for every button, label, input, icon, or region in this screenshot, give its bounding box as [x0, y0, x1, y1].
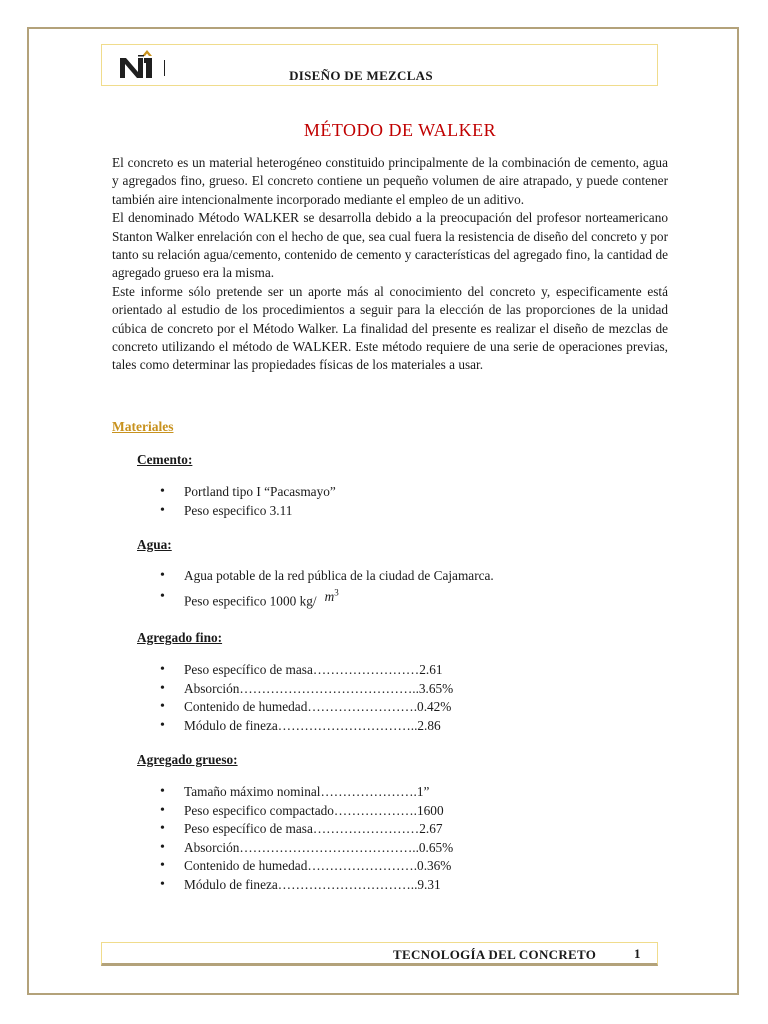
cemento-heading: Cemento:	[137, 452, 193, 467]
list-item: • Agua potable de la red pública de la ciudad de Cajamarca.	[160, 567, 494, 586]
list-item: • Módulo de fineza…………………………..2.86	[160, 717, 453, 736]
list-item: • Peso específico de masa……………………2.67	[160, 820, 453, 839]
page-number: 1	[634, 946, 641, 961]
intro-text	[112, 154, 668, 375]
agregado-fino-list	[160, 661, 453, 735]
list-item: • Absorción…………………………………..0.65%	[160, 839, 453, 858]
list-item: • Peso específico de masa……………………2.61	[160, 661, 453, 680]
footer-title: TECNOLOGÍA DEL CONCRETO	[393, 947, 597, 962]
agua-heading: Agua:	[137, 537, 172, 552]
cemento-list	[160, 483, 336, 520]
list-item: • Contenido de humedad…………………….0.36%	[160, 857, 453, 876]
list-item: • Contenido de humedad…………………….0.42%	[160, 698, 453, 717]
list-item: • Tamaño máximo nominal………………….1”	[160, 783, 453, 802]
list-item: • Portland tipo I “Pacasmayo”	[160, 483, 336, 502]
list-item: • Peso especifico compactado……………….1600	[160, 802, 453, 821]
agregado-grueso-list	[160, 783, 453, 895]
list-item: • Módulo de fineza…………………………..9.31	[160, 876, 453, 895]
agregado-fino-heading: Agregado fino:	[137, 630, 223, 645]
intro-paragraph: Este informe sólo pretende ser un aporte más al conocimiento del concreto y, especificamente está orientado al estudio de los procedimientos a seguir para la elección de las proporciones de la unidad cúbica de concreto por el Método Walker. La finalidad del presente es realizar el diseño de mezclas de concreto utilizando el método de WALKER. Este método requiere de una serie de operaciones previas, tales como determinar las propiedades físicas de los materiales a usar.	[112, 283, 668, 373]
cubic-meter-unit: $m^3$	[324, 587, 339, 605]
intro-paragraph: El concreto es un material heterogéneo constituido principalmente de la combinación de cemento, agua y agregados fino, grueso. El concreto contiene un pequeño volumen de aire atrapado, y puede contener también aire intencionalmente incorporado mediante el empleo de un aditivo.	[112, 155, 668, 207]
header-title: DISEÑO DE MEZCLAS	[289, 68, 433, 83]
main-title: MÉTODO DE WALKER	[303, 120, 497, 140]
materials-heading: Materiales	[112, 419, 174, 434]
agua-list	[160, 567, 494, 608]
agua-density-label: Peso especifico 1000 kg/	[184, 593, 317, 609]
list-item	[160, 586, 494, 608]
intro-paragraph: El denominado Método WALKER se desarrolla debido a la preocupación del profesor norteamericano Stanton Walker enrelación con el hecho de que, sea cual fuera la resistencia de diseño del concreto y por tanto su relación agua/cemento, contenido de cemento y características del agregado fino, la cantidad de agregado grueso era la misma.	[112, 210, 668, 281]
list-item: • Absorción…………………………………..3.65%	[160, 680, 453, 699]
agregado-grueso-heading: Agregado grueso:	[137, 752, 238, 767]
list-item: • Peso especifico 3.11	[160, 502, 336, 521]
